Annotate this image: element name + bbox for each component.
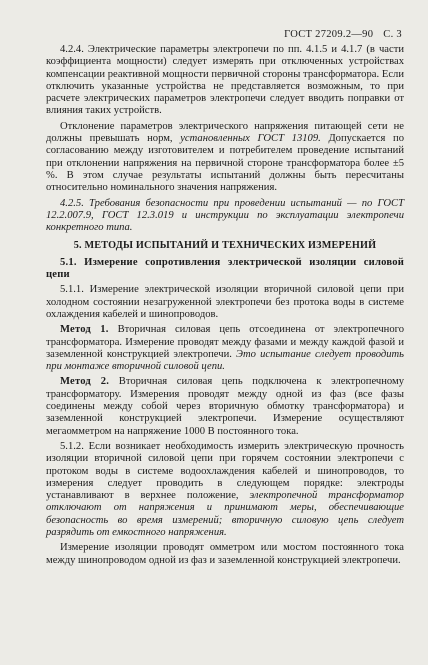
standard-number: ГОСТ 27209.2—90 (284, 29, 374, 40)
method-1-text: Вторичная силовая цепь отсоединена от электропечного трансформатора. Измерение проводят между фазами и между каждой фазой и заземленной конструкцией электропечи. (46, 324, 404, 360)
paragraph-5-1-2-text: 5.1.2. Если возникает необходимость измерить электрическую прочность изоляции вторичной силовой цепи при горячем состоянии электропечи с протоком воды в системе водоохлаждения кабелей и шинопроводов, то измерения следует проводить в следующем порядке: электроды устанавливают в верхнее положение, (46, 440, 404, 502)
section-title: 5. МЕТОДЫ ИСПЫТАНИЙ И ТЕХНИЧЕСКИХ ИЗМЕРЕНИЙ (73, 240, 377, 252)
method-1-label: Метод 1. (60, 324, 109, 336)
method-2-label: Метод 2. (60, 376, 110, 388)
paragraph-4-2-5: 4.2.5. Требования безопасности при проведении испытаний — по ГОСТ 12.2.007.9, ГОСТ 12.3.019 и инструкции по эксплуатации электропечи конкретного типа. (46, 197, 404, 234)
document-body (46, 44, 404, 567)
method-2-text: Вторичная силовая цепь подключена к электропечному трансформатору. Измерения проводят между одной из фаз (все фазы соединены между собой через вторичную обмотку трансформатора) и заземленной конструкцией электропечи. Измерение осуществляют мегаомметром на напряжение 1000 В постоянного тока. (46, 376, 405, 437)
page-header (284, 29, 402, 40)
method-1-italic: Это испытание следует проводить при монтаже вторичной силовой цепи. (46, 348, 404, 373)
voltage-deviation-text-a: Отклонение параметров электрического напряжения питающей сети не должны превышать норм, (46, 120, 404, 145)
page-number: С. 3 (383, 29, 402, 40)
voltage-deviation-italic: установленных ГОСТ 13109. (180, 133, 321, 145)
paragraph-insulation-measurement: Измерение изоляции проводят омметром или мостом постоянного тока между шинопроводом одной из фаз и заземленной конструкцией электропечи. (46, 542, 404, 566)
paragraph-4-2-4: 4.2.4. Электрические параметры электропечи по пп. 4.1.5 и 4.1.7 (в части коэффициента мощности) следует измерять при отключенных устройствах компенсации реактивной мощности первичной стороны трансформатора. Если отключить указанные устройства не представляется возможным, то при расчете электрических параметров электропечи следует вводить поправки от влияния таких устройств. (46, 44, 404, 117)
paragraph-method-2 (46, 376, 404, 437)
subsection-5-1-title: 5.1. Измерение сопротивления электрической изоляции силовой цепи (46, 256, 404, 281)
paragraph-5-1-1: 5.1.1. Измерение электрической изоляции вторичной силовой цепи при холодном состоянии незагруженной электропечи без протока воды в системе охлаждения кабелей и шинопроводов. (46, 284, 404, 320)
paragraph-voltage-deviation (46, 121, 404, 195)
paragraph-method-1 (46, 324, 404, 373)
voltage-deviation-text-b: Допускается по согласованию между изготовителем и потребителем проведение испытаний при отклонении напряжения на первичной стороне трансформатора более ±5 %. В этом случае результаты испытаний должны быть пересчитаны относительно номинального значения напряжения. (46, 133, 404, 194)
paragraph-5-1-2 (46, 441, 404, 539)
paragraph-5-1-2-italic: электропечной трансформатор отключают от напряжения и принимают меры, обеспечивающие безопасность во время измерений; вторичную силовую цепь следует разрядить от емкостного напряжения. (46, 490, 404, 538)
